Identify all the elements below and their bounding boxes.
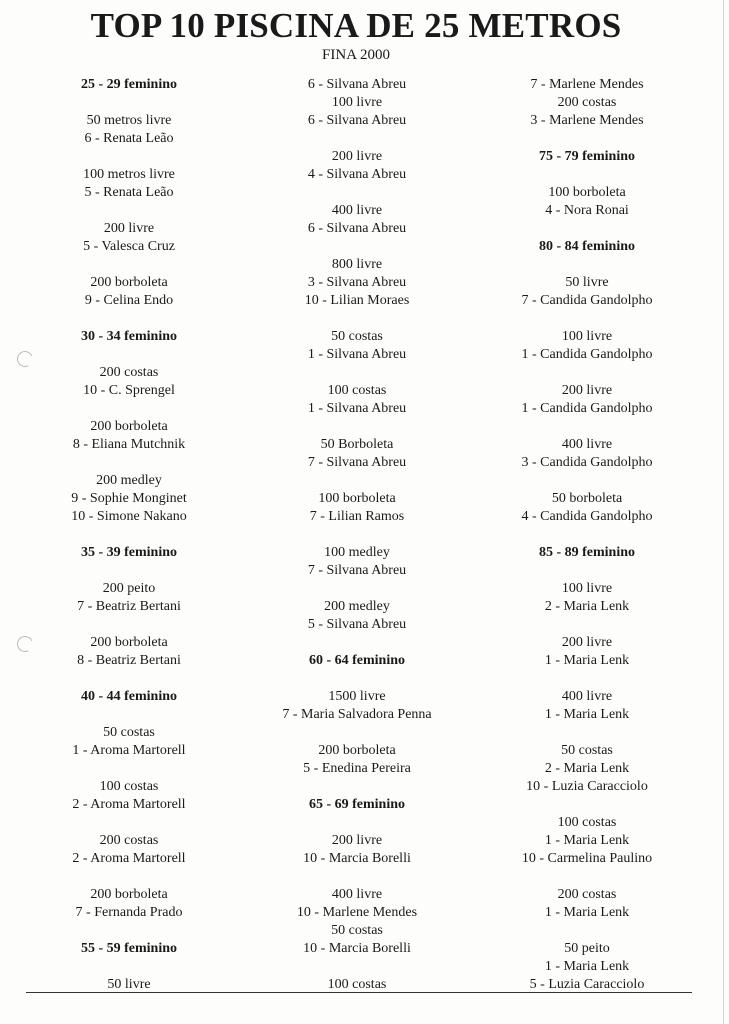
result-line: 9 - Celina Endo	[84, 293, 174, 308]
result-line: 10 - C. Sprengel	[83, 383, 175, 398]
spacer	[248, 184, 466, 202]
spacer	[248, 868, 466, 886]
result-line: 100 metros livre	[83, 167, 175, 182]
result-line: 10 - Lilian Moraes	[304, 293, 410, 308]
spacer	[478, 472, 696, 490]
result-line: 50 costas	[103, 725, 155, 740]
result-line: 200 livre	[561, 635, 613, 650]
result-line: 100 livre	[561, 581, 613, 596]
age-group-heading: 40 - 44 feminino	[80, 689, 178, 704]
result-line: 1 - Maria Lenk	[544, 959, 630, 974]
result-line: 200 costas	[557, 95, 617, 110]
result-line: 200 costas	[557, 887, 617, 902]
result-line: 200 livre	[331, 833, 383, 848]
result-line: 7 - Beatriz Bertani	[77, 599, 181, 614]
result-line: 1 - Maria Lenk	[544, 653, 630, 668]
result-line: 100 costas	[99, 779, 159, 794]
result-line: 200 livre	[331, 149, 383, 164]
spacer	[478, 724, 696, 742]
age-group-heading: 75 - 79 feminino	[538, 149, 636, 164]
result-line: 4 - Nora Ronai	[545, 203, 629, 218]
spacer	[478, 310, 696, 328]
result-line: 200 borboleta	[90, 419, 168, 434]
result-line: 2 - Maria Lenk	[544, 599, 630, 614]
result-line: 400 livre	[331, 203, 383, 218]
bottom-rule	[26, 992, 692, 993]
spacer	[478, 364, 696, 382]
result-line: 200 borboleta	[90, 887, 168, 902]
results-column-3	[478, 76, 696, 994]
page-title: TOP 10 PISCINA DE 25 METROS	[90, 6, 622, 45]
spacer	[248, 130, 466, 148]
result-line: 7 - Fernanda Prado	[75, 905, 183, 920]
result-line: 2 - Aroma Martorell	[72, 851, 186, 866]
result-line: 1 - Aroma Martorell	[72, 743, 186, 758]
result-line: 3 - Silvana Abreu	[307, 275, 407, 290]
spacer	[20, 346, 238, 364]
result-line: 100 livre	[561, 329, 613, 344]
age-group-heading: 80 - 84 feminino	[538, 239, 636, 254]
results-column-1	[20, 76, 238, 994]
spacer	[20, 310, 238, 328]
result-line: 1 - Maria Lenk	[544, 707, 630, 722]
spacer	[478, 562, 696, 580]
spacer	[478, 130, 696, 148]
spacer	[478, 616, 696, 634]
result-line: 10 - Simone Nakano	[71, 509, 187, 524]
spacer	[20, 400, 238, 418]
result-line: 2 - Aroma Martorell	[72, 797, 186, 812]
result-line: 50 metros livre	[86, 113, 172, 128]
result-line: 2 - Maria Lenk	[544, 761, 630, 776]
spacer	[248, 238, 466, 256]
result-line: 10 - Marcia Borelli	[303, 941, 411, 956]
result-line: 10 - Marlene Mendes	[296, 905, 418, 920]
spacer	[248, 364, 466, 382]
result-line: 100 livre	[331, 95, 383, 110]
spacer	[20, 706, 238, 724]
spacer	[248, 724, 466, 742]
spacer	[478, 526, 696, 544]
result-line: 100 costas	[557, 815, 617, 830]
spacer	[20, 922, 238, 940]
spacer	[20, 526, 238, 544]
result-line: 200 borboleta	[318, 743, 396, 758]
spacer	[20, 670, 238, 688]
spacer	[248, 670, 466, 688]
result-line: 400 livre	[561, 689, 613, 704]
spacer	[20, 814, 238, 832]
result-line: 4 - Candida Gandolpho	[521, 509, 653, 524]
spacer	[248, 634, 466, 652]
result-line: 6 - Silvana Abreu	[307, 77, 407, 92]
result-line: 10 - Carmelina Paulino	[521, 851, 653, 866]
result-line: 9 - Sophie Monginet	[71, 491, 187, 506]
results-column-2	[248, 76, 466, 994]
result-line: 100 costas	[327, 383, 387, 398]
result-line: 50 costas	[561, 743, 613, 758]
result-line: 200 costas	[99, 365, 159, 380]
result-line: 5 - Valesca Cruz	[83, 239, 175, 254]
spacer	[20, 868, 238, 886]
result-line: 200 borboleta	[90, 275, 168, 290]
spacer	[478, 670, 696, 688]
result-line: 50 costas	[331, 329, 383, 344]
result-line: 100 costas	[327, 977, 387, 992]
result-line: 3 - Candida Gandolpho	[521, 455, 653, 470]
result-line: 8 - Eliana Mutchnik	[72, 437, 186, 452]
result-line: 5 - Enedina Pereira	[303, 761, 411, 776]
spacer	[478, 868, 696, 886]
spacer	[20, 616, 238, 634]
result-line: 1 - Candida Gandolpho	[521, 347, 653, 362]
spacer	[20, 94, 238, 112]
spacer	[248, 778, 466, 796]
result-line: 200 peito	[102, 581, 156, 596]
result-line: 1 - Maria Lenk	[544, 905, 630, 920]
result-line: 200 livre	[561, 383, 613, 398]
result-line: 3 - Marlene Mendes	[530, 113, 644, 128]
age-group-heading: 85 - 89 feminino	[538, 545, 636, 560]
result-line: 1 - Maria Lenk	[544, 833, 630, 848]
spacer	[248, 418, 466, 436]
result-line: 5 - Luzia Caracciolo	[529, 977, 645, 992]
result-line: 6 - Silvana Abreu	[307, 221, 407, 236]
result-line: 200 livre	[103, 221, 155, 236]
result-line: 200 costas	[99, 833, 159, 848]
spacer	[20, 148, 238, 166]
spacer	[20, 256, 238, 274]
result-line: 100 borboleta	[318, 491, 396, 506]
age-group-heading: 25 - 29 feminino	[80, 77, 178, 92]
age-group-heading: 35 - 39 feminino	[80, 545, 178, 560]
result-line: 100 borboleta	[548, 185, 626, 200]
result-line: 7 - Silvana Abreu	[307, 563, 407, 578]
result-line: 10 - Marcia Borelli	[303, 851, 411, 866]
spacer	[248, 526, 466, 544]
result-line: 5 - Renata Leão	[84, 185, 174, 200]
spacer	[248, 958, 466, 976]
page-subtitle: FINA 2000	[322, 47, 390, 63]
result-line: 1 - Silvana Abreu	[307, 401, 407, 416]
result-line: 50 livre	[565, 275, 609, 290]
result-line: 800 livre	[331, 257, 383, 272]
spacer	[20, 454, 238, 472]
result-line: 200 borboleta	[90, 635, 168, 650]
result-line: 10 - Luzia Caracciolo	[526, 779, 648, 794]
result-line: 400 livre	[561, 437, 613, 452]
result-line: 7 - Candida Gandolpho	[521, 293, 653, 308]
page-edge	[723, 0, 724, 1024]
spacer	[248, 814, 466, 832]
spacer	[20, 760, 238, 778]
spacer	[20, 958, 238, 976]
spacer	[478, 166, 696, 184]
age-group-heading: 65 - 69 feminino	[308, 797, 406, 812]
result-line: 200 medley	[96, 473, 162, 488]
spacer	[20, 562, 238, 580]
result-line: 7 - Silvana Abreu	[307, 455, 407, 470]
spacer	[478, 220, 696, 238]
result-line: 50 costas	[331, 923, 383, 938]
spacer	[478, 922, 696, 940]
spacer	[248, 472, 466, 490]
result-line: 50 Borboleta	[320, 437, 394, 452]
result-line: 6 - Renata Leão	[84, 131, 174, 146]
age-group-heading: 30 - 34 feminino	[80, 329, 178, 344]
spacer	[478, 418, 696, 436]
result-line: 50 livre	[107, 977, 151, 992]
result-line: 1 - Candida Gandolpho	[521, 401, 653, 416]
result-line: 1500 livre	[328, 689, 386, 704]
result-line: 50 borboleta	[551, 491, 623, 506]
result-line: 100 medley	[324, 545, 390, 560]
spacer	[478, 796, 696, 814]
result-line: 200 medley	[324, 599, 390, 614]
spacer	[20, 202, 238, 220]
result-line: 7 - Maria Salvadora Penna	[282, 707, 432, 722]
result-line: 5 - Silvana Abreu	[307, 617, 407, 632]
result-line: 7 - Lilian Ramos	[309, 509, 405, 524]
spacer	[248, 580, 466, 598]
spacer	[478, 256, 696, 274]
result-line: 50 peito	[564, 941, 610, 956]
age-group-heading: 55 - 59 feminino	[80, 941, 178, 956]
result-line: 7 - Marlene Mendes	[530, 77, 644, 92]
result-line: 4 - Silvana Abreu	[307, 167, 407, 182]
result-line: 8 - Beatriz Bertani	[77, 653, 181, 668]
result-line: 6 - Silvana Abreu	[307, 113, 407, 128]
result-line: 1 - Silvana Abreu	[307, 347, 407, 362]
result-line: 400 livre	[331, 887, 383, 902]
spacer	[248, 310, 466, 328]
age-group-heading: 60 - 64 feminino	[308, 653, 406, 668]
